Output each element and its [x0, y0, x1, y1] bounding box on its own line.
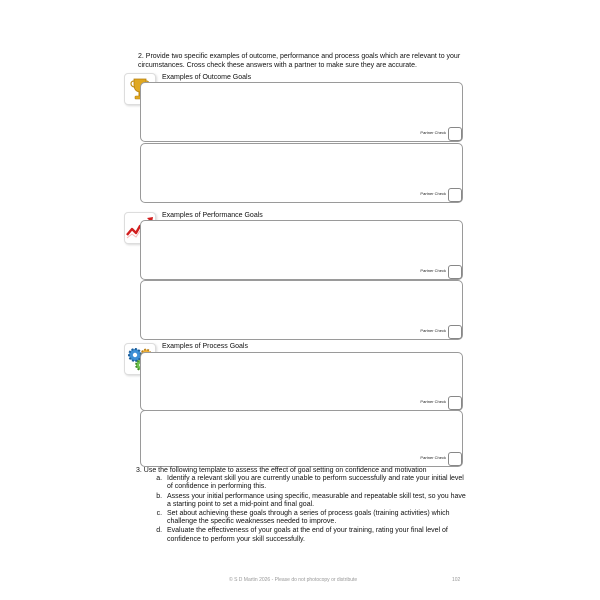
- partner-check-checkbox[interactable]: [448, 452, 462, 466]
- partner-check-label: Partner Check: [420, 399, 446, 404]
- partner-check-label: Partner Check: [420, 328, 446, 333]
- process-goals-title: Examples of Process Goals: [162, 343, 248, 350]
- step-c: c. Set about achieving these goals through a series of process goals (training activities) which challenge the specific weaknesses needed to improve.: [164, 510, 466, 526]
- partner-check-label: Partner Check: [420, 191, 446, 196]
- question-3-intro: 3. Use the following template to assess the effect of goal setting on confidence and motivation: [136, 467, 427, 474]
- performance-goal-box-2[interactable]: [140, 280, 463, 340]
- partner-check-label: Partner Check: [420, 455, 446, 460]
- process-goal-box-1[interactable]: [140, 352, 463, 411]
- performance-goal-box-1[interactable]: [140, 220, 463, 280]
- question-3-steps: [136, 475, 466, 544]
- outcome-goals-title: Examples of Outcome Goals: [162, 74, 252, 81]
- performance-goals-title: Examples of Performance Goals: [162, 212, 263, 219]
- outcome-goal-box-1[interactable]: [140, 82, 463, 142]
- partner-check-checkbox[interactable]: [448, 396, 462, 410]
- question-3: [136, 467, 466, 545]
- copyright-footer: © S D Martin 2026 - Please do not photocopy or distribute: [229, 577, 358, 583]
- question-2-text: 2. Provide two specific examples of outcome, performance and process goals which are relevant to your circumstances. Cross check these answers with a partner to make sure they are accurate.: [138, 53, 461, 69]
- step-d: d. Evaluate the effectiveness of your goals at the end of your training, rating your final level of confidence to perform your skill successfully.: [164, 527, 466, 543]
- page-number: 102: [452, 577, 461, 583]
- partner-check-label: Partner Check: [420, 130, 446, 135]
- partner-check-checkbox[interactable]: [448, 325, 462, 339]
- partner-check-label: Partner Check: [420, 268, 446, 273]
- step-b: b. Assess your initial performance using specific, measurable and repeatable skill test, so you have a starting point to set a mid-point and final goal.: [164, 493, 466, 509]
- process-goal-box-2[interactable]: [140, 410, 463, 467]
- partner-check-checkbox[interactable]: [448, 188, 462, 202]
- partner-check-checkbox[interactable]: [448, 127, 462, 141]
- step-a: a. Identify a relevant skill you are currently unable to perform successfully and rate your initial level of confidence in performing this.: [164, 475, 466, 491]
- outcome-goal-box-2[interactable]: [140, 143, 463, 203]
- partner-check-checkbox[interactable]: [448, 265, 462, 279]
